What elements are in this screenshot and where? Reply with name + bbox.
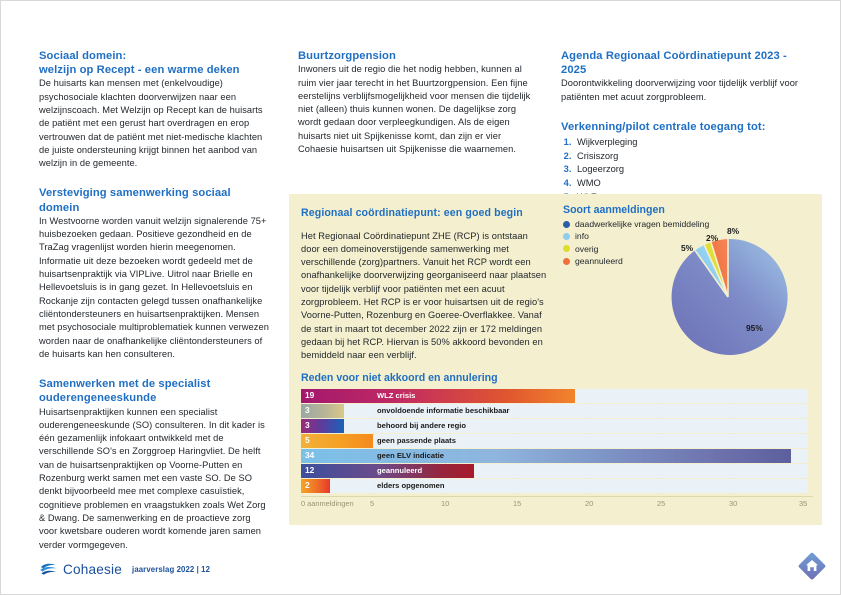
bar-row: [301, 434, 808, 448]
bar-category: WLZ crisis: [377, 391, 416, 400]
section-heading-line2: welzijn op Recept - een warme deken: [39, 64, 240, 77]
bar-chart-title: Reden voor niet akkoord en annulering: [301, 372, 498, 384]
section-heading: Versteviging samenwerking sociaal domein: [39, 187, 231, 214]
bar-chart-plot: [301, 389, 808, 494]
axis-tick-10: 10: [441, 499, 450, 508]
axis-tick-20: 20: [585, 499, 594, 508]
section-verkenning-pilot: [561, 120, 811, 204]
section-body: Huisartsenpraktijken kunnen een specialist ouderengeneeskunde (SO) consulteren. In dit kader is één gezamenlijk infokaart ontwikkeld met de verschillende SO's en Zorggroep Haringvliet. De helft van de huisartsenpraktijken op Voorne-Putten en Rozenburg werkt samen met een vaste SO. De SO denkt bijvoorbeeld mee met complexe casuïstiek, cognitieve problemen en vraagstukken zoals Wet Zorg & Dwang. De samenwerking en de proactieve zorg voor kwetsbare ouderen wordt komende jaren samen verder vormgegeven.: [39, 406, 266, 550]
section-agenda-rcp: [561, 49, 811, 104]
bar-value: 12: [305, 465, 315, 475]
list-item: 1. Wijkverpleging: [574, 136, 811, 150]
section-body: In Westvoorne worden vanuit welzijn signalerende 75+ huisbezoeken gedaan. Positieve gezondheid en de TraZag vragenlijst worden hierin meegenomen. Informatie uit deze bezoeken wordt gedeeld met de huisartsenpraktijk via VIPLive. Uitrol naar Brielle en Hellevoetsluis is in gang gezet. In Hellevoetsluis en Rockanje zijn contacten gelegd tussen onafhankelijke cliëntondersteuners en huisartsenpraktijken. Mensen met psychosociale multiproblematiek kunnen verwezen worden naar de onafhankelijke cliëntondersteuners of de huisarts kan hen consulteren.: [39, 215, 269, 359]
bar-category: elders opgenomen: [377, 481, 445, 490]
legend-swatch-info: [563, 233, 570, 240]
home-icon[interactable]: [795, 549, 829, 583]
axis-tick-25: 25: [657, 499, 666, 508]
bar-category: onvoldoende informatie beschikbaar: [377, 406, 510, 415]
pie-slice-daadwerkelijke: [672, 239, 788, 355]
axis-tick-35: 35: [799, 499, 808, 508]
pie-label-overig: 2%: [706, 233, 719, 243]
section-buurtzorgpension: [298, 49, 533, 156]
bar-category: geannuleerd: [377, 466, 423, 475]
legend-swatch-daadwerkelijke: [563, 221, 570, 228]
legend-label: overig: [575, 243, 599, 254]
bar-chart-axis: [301, 496, 813, 511]
bar-category: geen passende plaats: [377, 436, 456, 445]
bar-row: [301, 419, 808, 433]
bar-value: 3: [305, 420, 310, 430]
list-item: 3. Logeerzorg: [574, 163, 811, 177]
pie-svg: [668, 237, 788, 357]
section-heading-line2: ouderengeneeskunde: [39, 392, 157, 405]
legend-label: info: [575, 231, 589, 242]
section-versteviging-samenwerking: [39, 186, 271, 361]
footer-meta: jaarverslag 2022 | 12: [132, 565, 211, 574]
section-heading: Agenda Regionaal Coördinatiepunt 2023 - 2025: [561, 50, 787, 77]
panel-body: Het Regionaal Coördinatiepunt ZHE (RCP) is ontstaan door een domeinoverstijgende samenwerking met verschillende (zorg)partners. Vanuit het RCP wordt een onafhankelijke doorverwijzing georganiseerd naar plaatsen voor tijdelijk verblijf voor patiënten met een acuut zorgprobleem. Het RCP is er voor huisartsen uit de regio's Voorne-Putten, Rozenburg en Goeree-Overflakkee. Vanaf de start in maart tot december 2022 zijn er 172 meldingen gedaan bij het RCP. Hiervan is 50% akkoord bevonden en bemiddeld naar een verblijf.: [301, 230, 547, 361]
highlight-panel: [289, 194, 822, 525]
bar-value: 5: [305, 435, 310, 445]
legend-item: [563, 219, 813, 229]
bar-chart-block: [301, 372, 813, 511]
bar-row: [301, 449, 808, 463]
bar-value: 3: [305, 405, 310, 415]
pie-label-geannuleerd: 8%: [727, 226, 740, 236]
bar-value: 2: [305, 480, 310, 490]
section-body: Inwoners uit de regio die het nodig hebben, kunnen al ruim vier jaar terecht in het Buurtzorgpension. Een fijne eerstelijns verblijfsmogelijkheid voor mensen die tijdelijk niet (alleen) thuis kunnen wonen. De dagelijkse zorg wordt gedaan door verpleegkundigen. Als de eigen huisarts niet uit Spijkenisse komt, dan zijn er vier Cohaesie huisartsen uit Spijkenisse die waarnemen.: [298, 64, 531, 154]
panel-heading: Regionaal coördinatiepunt: een goed begin: [301, 207, 523, 219]
bar-wlz-crisis: [301, 389, 575, 403]
section-heading-line1: Samenwerken met de specialist: [39, 378, 211, 391]
home-button[interactable]: [795, 549, 829, 583]
brand-name: Cohaesie: [63, 562, 123, 577]
content-column-3: [561, 49, 811, 218]
bar-geen-elv-indicatie: [301, 449, 791, 463]
legend-swatch-overig: [563, 245, 570, 252]
content-column-2: [298, 49, 533, 170]
axis-tick-30: 30: [729, 499, 738, 508]
pie-chart-title: Soort aanmeldingen: [563, 204, 665, 216]
cohaesie-wave-logo-icon: [39, 561, 58, 578]
list-item: 2. Crisiszorg: [574, 150, 811, 164]
content-column-1: [39, 49, 271, 566]
footer: [39, 561, 210, 578]
pie-chart: [668, 226, 788, 357]
section-body: De huisarts kan mensen met (enkelvoudige) psychosociale klachten doorverwijzen naar een welzijnscoach. Met Welzijn op Recept kan de huisarts de patiënt met een gerust hart overdragen en erop vertrouwen dat de patiënt met niet-medische klachten de juiste ondersteuning krijgt binnen het aanbod van welzijn in de gemeente.: [39, 78, 263, 169]
bar-category: geen ELV indicatie: [377, 451, 444, 460]
legend-label: daadwerkelijke vragen bemiddeling: [575, 219, 710, 229]
bar-value: 34: [305, 450, 315, 460]
section-body: Doorontwikkeling doorverwijzing voor tijdelijk verblijf voor patiënten met acuut zorgprobleem.: [561, 78, 799, 102]
section-sociaal-domein: [39, 49, 271, 170]
bar-geen-passende-plaats: [301, 434, 373, 448]
legend-label: geannuleerd: [575, 256, 623, 267]
section-heading-line1: Sociaal domein:: [39, 50, 127, 62]
section-samenwerken-specialist: [39, 377, 271, 552]
bar-row: [301, 464, 808, 478]
panel-intro-block: [301, 206, 549, 372]
pie-chart-block: [563, 204, 813, 359]
legend-swatch-geannuleerd: [563, 258, 570, 265]
bar-row: [301, 404, 808, 418]
bar-row: [301, 479, 808, 493]
bar-category: behoord bij andere regio: [377, 421, 467, 430]
pie-label-info: 5%: [681, 243, 694, 253]
section-heading: Verkenning/pilot centrale toegang tot:: [561, 121, 766, 133]
bar-value: 19: [305, 390, 315, 400]
axis-tick-0: 0 aanmeldingen: [301, 499, 354, 508]
axis-tick-15: 15: [513, 499, 522, 508]
list-item: 4. WMO: [574, 177, 811, 191]
bar-row: [301, 389, 808, 403]
axis-tick-5: 5: [370, 499, 375, 508]
section-heading: Buurtzorgpension: [298, 50, 396, 62]
pie-label-daadwerkelijke: 95%: [746, 323, 763, 333]
